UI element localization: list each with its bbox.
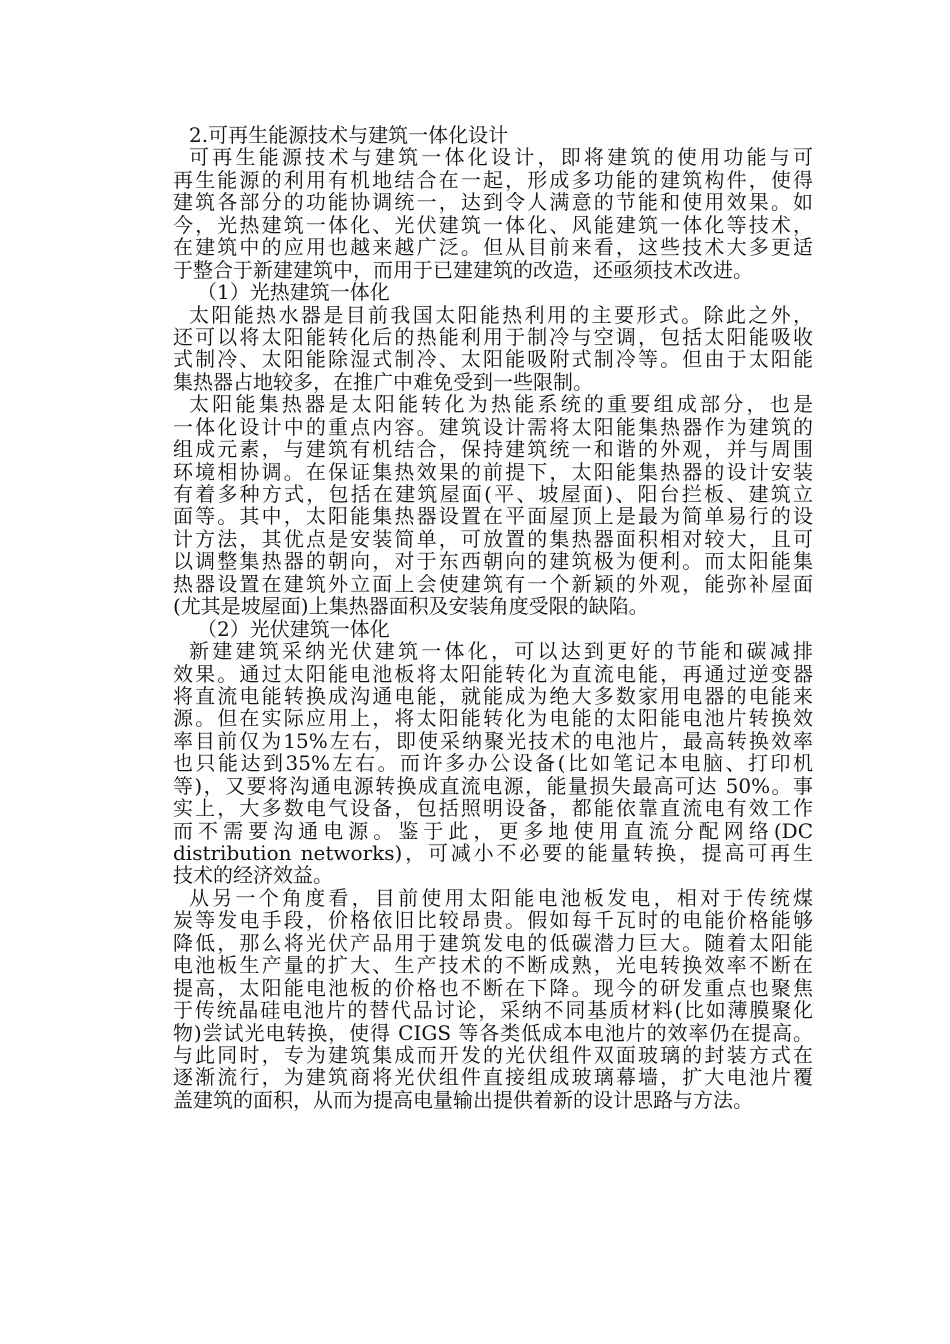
paragraph-line: 降低，那么将光伏产品用于建筑发电的低碳潜力巨大。随着太阳能 [173, 930, 813, 955]
paragraph-line: 再生能源的利用有机地结合在一起，形成多功能的建筑构件，使得 [173, 167, 813, 192]
paragraph [173, 304, 813, 394]
paragraph-line: 以调整集热器的朝向，对于东西朝向的建筑极为便利。而太阳能集 [173, 549, 813, 574]
paragraph-line: 从另一个角度看，目前使用太阳能电池板发电，相对于传统煤 [189, 885, 813, 910]
paragraph-line: 一体化设计中的重点内容。建筑设计需将太阳能集热器作为建筑的 [173, 414, 813, 439]
document-body [173, 146, 813, 1111]
paragraph-line: 有着多种方式，包括在建筑屋面(平、坡屋面)、阳台拦板、建筑立 [173, 482, 813, 506]
subheading [173, 281, 813, 303]
paragraph-line: 集热器占地较多，在推广中难免受到一些限制。 [173, 369, 593, 394]
subheading-text: （1）光热建筑一体化 [197, 280, 390, 305]
paragraph [173, 640, 813, 887]
paragraph-line: 式制冷、太阳能除湿式制冷、太阳能吸附式制冷等。但由于太阳能 [173, 347, 813, 372]
paragraph-line: 计方法，其优点是安装简单，可放置的集热器面积相对较大，且可 [173, 526, 813, 551]
paragraph-line: 实上，大多数电气设备，包括照明设备，都能依靠直流电有效工作 [173, 796, 813, 821]
paragraph-line: 热器设置在建筑外立面上会使建筑有一个新颖的外观，能弥补屋面 [173, 571, 813, 596]
document-page [173, 124, 813, 1111]
paragraph-line: 源。但在实际应用上，将太阳能转化为电能的太阳能电池片转换效 [173, 706, 813, 731]
paragraph-line: 于整合于新建建筑中，而用于已建建筑的改造，还亟须技术改进。 [173, 257, 753, 282]
paragraph-line: 等)，又要将沟通电源转换成直流电源，能量损失最高可达 50%。事 [173, 773, 813, 798]
paragraph-line: 新建建筑采纳光伏建筑一体化，可以达到更好的节能和碳减排 [189, 639, 813, 664]
paragraph-line: 电池板生产量的扩大、生产技术的不断成熟，光电转换效率不断在 [173, 953, 813, 978]
paragraph-line: 组成元素，与建筑有机结合，保持建筑统一和谐的外观，并与周围 [173, 437, 813, 462]
paragraph-line: distribution networks)，可减小不必要的能量转换，提高可再生 [173, 841, 813, 865]
paragraph-line: 太阳能集热器是太阳能转化为热能系统的重要组成部分，也是 [189, 392, 813, 417]
paragraph [173, 393, 813, 617]
paragraph-line: 今，光热建筑一体化、光伏建筑一体化、风能建筑一体化等技术， [173, 212, 813, 237]
paragraph-line: 还可以将太阳能转化后的热能利用于制冷与空调，包括太阳能吸收 [173, 324, 813, 349]
paragraph-line: 物)尝试光电转换，使得 CIGS 等各类低成本电池片的效率仍在提高。 [173, 1020, 813, 1045]
paragraph-line: 而不需要沟通电源。鉴于此，更多地使用直流分配网络(DC [173, 818, 813, 843]
paragraph-line: 将直流电能转换成沟通电能，就能成为绝大多数家用电器的电能来 [173, 683, 813, 708]
paragraph-line: 建筑各部分的功能协调统一，达到令人满意的节能和使用效果。如 [173, 190, 813, 215]
paragraph-line: 率目前仅为15%左右，即使采纳聚光技术的电池片，最高转换效率 [173, 728, 813, 753]
paragraph-line: 提高，太阳能电池板的价格也不断在下降。现今的研发重点也聚焦 [173, 975, 813, 1000]
paragraph-line: 于传统晶硅电池片的替代品讨论，采纳不同基质材料(比如薄膜聚化 [173, 998, 813, 1023]
paragraph-line: 逐渐流行，为建筑商将光伏组件直接组成玻璃幕墙，扩大电池片覆 [173, 1065, 813, 1090]
paragraph [173, 146, 813, 281]
subheading [173, 618, 813, 640]
paragraph-line: 在建筑中的应用也越来越广泛。但从目前来看，这些技术大多更适 [173, 235, 813, 260]
section-title: 2.可再生能源技术与建筑一体化设计 [189, 123, 509, 147]
paragraph-line: 炭等发电手段，价格依旧比较昂贵。假如每千瓦时的电能价格能够 [173, 908, 813, 933]
paragraph-line: 环境相协调。在保证集热效果的前提下，太阳能集热器的设计安装 [173, 459, 813, 484]
paragraph-line: 效果。通过太阳能电池板将太阳能转化为直流电能，再通过逆变器 [173, 661, 813, 686]
paragraph-line: 技术的经济效益。 [173, 863, 333, 888]
paragraph-line: (尤其是坡屋面)上集热器面积及安装角度受限的缺陷。 [173, 594, 649, 619]
paragraph-line: 面等。其中，太阳能集热器设置在平面屋顶上是最为简单易行的设 [173, 504, 813, 529]
subheading-text: （2）光伏建筑一体化 [197, 616, 390, 641]
paragraph-line: 盖建筑的面积，从而为提高电量输出提供着新的设计思路与方法。 [173, 1087, 753, 1112]
paragraph-line: 也只能达到35%左右。而许多办公设备(比如笔记本电脑、打印机 [173, 751, 813, 776]
paragraph-line: 太阳能热水器是目前我国太阳能热利用的主要形式。除此之外， [189, 302, 813, 327]
paragraph-line: 可再生能源技术与建筑一体化设计，即将建筑的使用功能与可 [189, 145, 813, 170]
paragraph [173, 887, 813, 1111]
paragraph-line: 与此同时，专为建筑集成而开发的光伏组件双面玻璃的封装方式在 [173, 1042, 813, 1067]
